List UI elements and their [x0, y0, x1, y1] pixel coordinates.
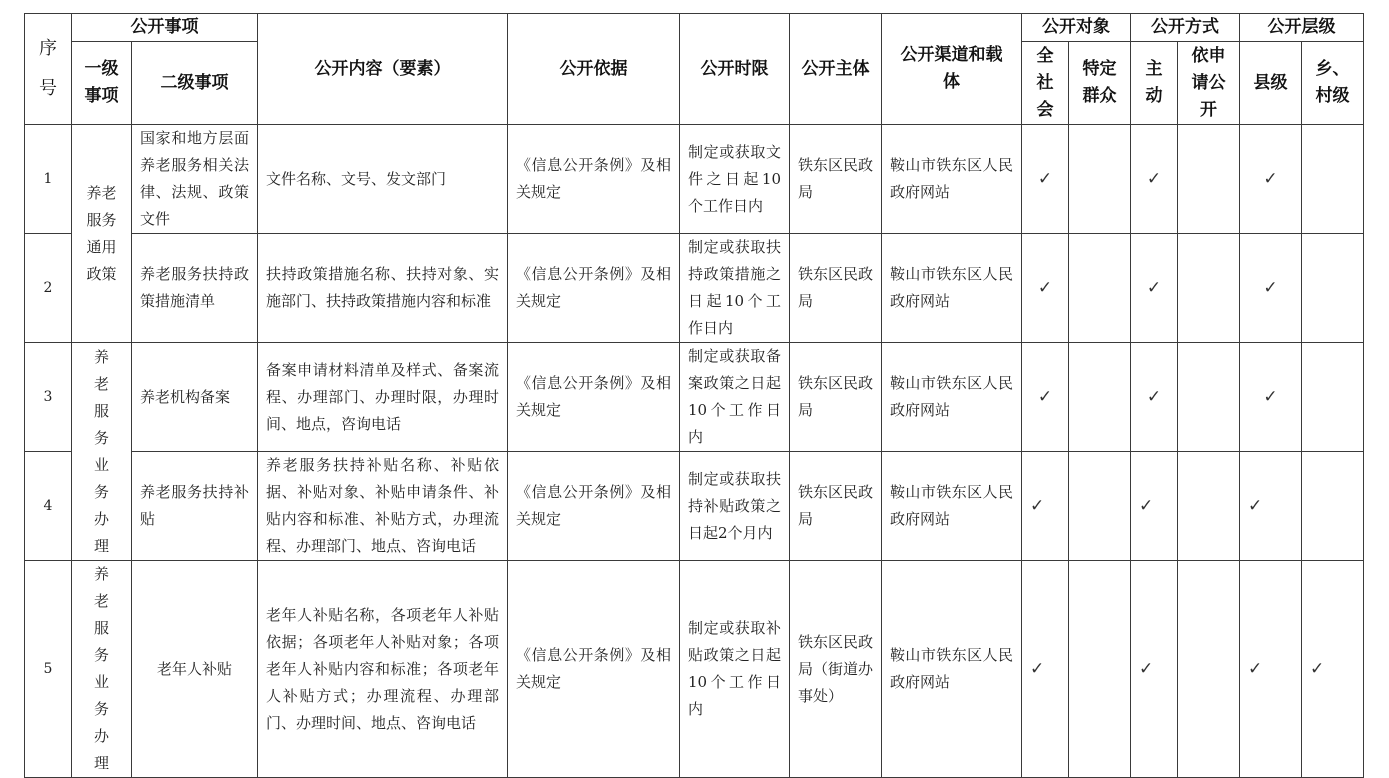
header-mode-active	[1131, 42, 1178, 125]
group-cell-general-policy	[72, 125, 132, 343]
group-cell-business-2	[72, 561, 132, 778]
group-label: 养老服务业务办理	[93, 565, 109, 772]
audience-all-check	[1022, 343, 1069, 452]
subject-cell: 铁东区民政局	[790, 125, 882, 234]
subject-cell: 铁东区民政局	[790, 234, 882, 343]
seq-cell: 2	[25, 234, 72, 343]
level-county-check	[1240, 452, 1302, 561]
header-level1-text: 一级事项	[84, 59, 119, 106]
header-mode-active-text: 主动	[1145, 59, 1163, 106]
seq-cell: 4	[25, 452, 72, 561]
channel-cell: 鞍山市铁东区人民政府网站	[882, 452, 1022, 561]
header-content: 公开内容（要素）	[258, 14, 508, 125]
item2-cell: 养老机构备案	[132, 343, 258, 452]
level-county-check	[1240, 561, 1302, 778]
basis-cell: 《信息公开条例》及相关规定	[508, 343, 680, 452]
disclosure-table	[24, 13, 1364, 778]
header-level-group: 公开层级	[1240, 14, 1364, 42]
audience-all-check	[1022, 234, 1069, 343]
header-audience-all	[1022, 42, 1069, 125]
seq-cell: 5	[25, 561, 72, 778]
time-limit-cell: 制定或获取补贴政策之日起10个工作日内	[680, 561, 790, 778]
item2-cell: 养老服务扶持补贴	[132, 452, 258, 561]
header-subject-text: 公开主体	[801, 58, 870, 79]
basis-cell: 《信息公开条例》及相关规定	[508, 561, 680, 778]
mode-active-check	[1131, 234, 1178, 343]
header-audience-specific	[1069, 42, 1131, 125]
content-cell: 老年人补贴名称，各项老年人补贴依据；各项老年人补贴对象；各项老年人补贴内容和标准；各项老年人补贴方式；办理流程、办理部门、办理时间、地点、咨询电话	[258, 561, 508, 778]
audience-specific-check	[1069, 343, 1131, 452]
audience-all-check	[1022, 125, 1069, 234]
content-cell: 文件名称、文号、发文部门	[258, 125, 508, 234]
header-level-town-text: 乡、村级	[1315, 59, 1350, 106]
check-mark-icon: ✓	[1030, 495, 1045, 516]
check-mark-icon: ✓	[1139, 495, 1154, 516]
mode-active-check	[1131, 125, 1178, 234]
check-mark-icon: ✓	[1248, 658, 1263, 679]
check-mark-icon: ✓	[1146, 386, 1162, 407]
table-row	[25, 343, 1364, 452]
item2-cell: 国家和地方层面养老服务相关法律、法规、政策文件	[132, 125, 258, 234]
subject-cell: 铁东区民政局	[790, 343, 882, 452]
audience-all-check	[1022, 452, 1069, 561]
audience-specific-check	[1069, 234, 1131, 343]
level-county-check	[1240, 125, 1302, 234]
table-row	[25, 452, 1364, 561]
header-seq-text: 序号	[39, 38, 57, 99]
basis-cell: 《信息公开条例》及相关规定	[508, 125, 680, 234]
check-mark-icon: ✓	[1037, 386, 1053, 407]
time-limit-cell: 制定或获取扶持政策措施之日起10个工作日内	[680, 234, 790, 343]
level-town-check	[1302, 343, 1364, 452]
level-town-check	[1302, 125, 1364, 234]
mode-apply-check	[1178, 561, 1240, 778]
header-level-town	[1302, 42, 1364, 125]
level-town-check	[1302, 561, 1364, 778]
header-channel	[882, 14, 1022, 125]
header-mode-apply-text: 依申请公开	[1191, 45, 1226, 120]
header-level1	[72, 42, 132, 125]
group-cell-business	[72, 343, 132, 561]
basis-cell: 《信息公开条例》及相关规定	[508, 452, 680, 561]
header-subject	[790, 14, 882, 125]
check-mark-icon: ✓	[1139, 658, 1154, 679]
content-cell: 养老服务扶持补贴名称、补贴依据、补贴对象、补贴申请条件、补贴内容和标准、补贴方式，办理流程、办理部门、地点、咨询电话	[258, 452, 508, 561]
check-mark-icon: ✓	[1037, 277, 1053, 298]
audience-specific-check	[1069, 125, 1131, 234]
check-mark-icon: ✓	[1310, 658, 1325, 679]
table-row	[25, 561, 1364, 778]
header-level2: 二级事项	[132, 42, 258, 125]
check-mark-icon: ✓	[1037, 168, 1053, 189]
group-label: 养老服务通用政策	[86, 183, 117, 283]
level-town-check	[1302, 452, 1364, 561]
mode-apply-check	[1178, 343, 1240, 452]
header-audience-group: 公开对象	[1022, 14, 1131, 42]
group-label: 养老服务业务办理	[93, 347, 109, 555]
channel-cell: 鞍山市铁东区人民政府网站	[882, 125, 1022, 234]
check-mark-icon: ✓	[1263, 386, 1278, 407]
check-mark-icon: ✓	[1263, 168, 1278, 189]
check-mark-icon: ✓	[1146, 277, 1162, 298]
channel-cell: 鞍山市铁东区人民政府网站	[882, 343, 1022, 452]
channel-cell: 鞍山市铁东区人民政府网站	[882, 561, 1022, 778]
mode-apply-check	[1178, 234, 1240, 343]
channel-cell: 鞍山市铁东区人民政府网站	[882, 234, 1022, 343]
header-basis: 公开依据	[508, 14, 680, 125]
table-row	[25, 125, 1364, 234]
check-mark-icon: ✓	[1146, 168, 1162, 189]
mode-apply-check	[1178, 125, 1240, 234]
header-audience-all-text: 全社会	[1036, 45, 1054, 120]
check-mark-icon: ✓	[1248, 495, 1263, 516]
header-mode-group: 公开方式	[1131, 14, 1240, 42]
header-time-limit: 公开时限	[680, 14, 790, 125]
mode-active-check	[1131, 452, 1178, 561]
basis-cell: 《信息公开条例》及相关规定	[508, 234, 680, 343]
table-row	[25, 234, 1364, 343]
time-limit-cell: 制定或获取文件之日起10个工作日内	[680, 125, 790, 234]
mode-active-check	[1131, 343, 1178, 452]
header-audience-specific-text: 特定群众	[1082, 59, 1117, 106]
mode-apply-check	[1178, 452, 1240, 561]
check-mark-icon: ✓	[1263, 277, 1278, 298]
item2-cell: 养老服务扶持政策措施清单	[132, 234, 258, 343]
seq-cell: 1	[25, 125, 72, 234]
subject-cell: 铁东区民政局	[790, 452, 882, 561]
content-cell: 扶持政策措施名称、扶持对象、实施部门、扶持政策措施内容和标准	[258, 234, 508, 343]
header-level-county: 县级	[1240, 42, 1302, 125]
header-seq	[25, 14, 72, 125]
mode-active-check	[1131, 561, 1178, 778]
check-mark-icon: ✓	[1030, 658, 1045, 679]
audience-all-check	[1022, 561, 1069, 778]
subject-cell: 铁东区民政局（街道办事处）	[790, 561, 882, 778]
level-county-check	[1240, 234, 1302, 343]
header-mode-apply	[1178, 42, 1240, 125]
seq-cell: 3	[25, 343, 72, 452]
level-town-check	[1302, 234, 1364, 343]
header-items-group: 公开事项	[72, 14, 258, 42]
audience-specific-check	[1069, 561, 1131, 778]
time-limit-cell: 制定或获取备案政策之日起10个工作日内	[680, 343, 790, 452]
item2-cell: 老年人补贴	[132, 561, 258, 778]
content-cell: 备案申请材料清单及样式、备案流程、办理部门、办理时限，办理时间、地点，咨询电话	[258, 343, 508, 452]
time-limit-cell: 制定或获取扶持补贴政策之日起2个月内	[680, 452, 790, 561]
header-channel-text: 公开渠道和载体	[900, 45, 1003, 92]
audience-specific-check	[1069, 452, 1131, 561]
level-county-check	[1240, 343, 1302, 452]
